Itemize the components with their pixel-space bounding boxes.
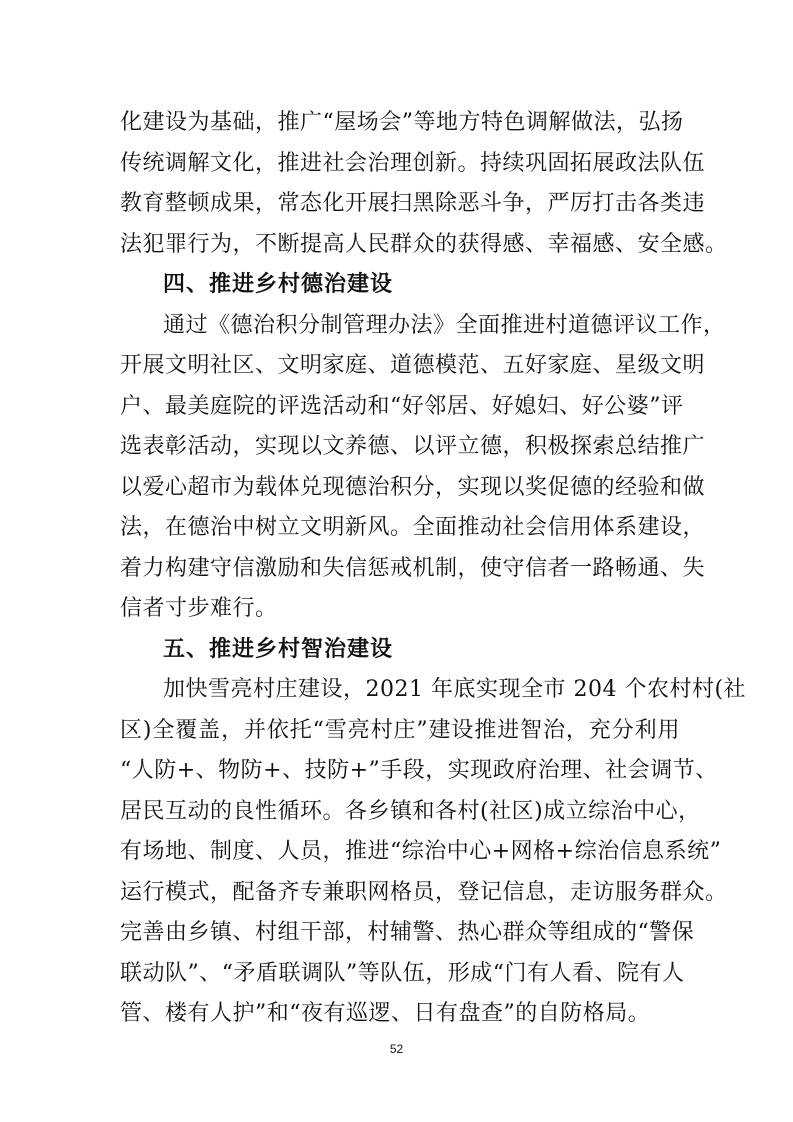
section-4-line-8: 信者寸步难行。 — [120, 596, 278, 621]
section-5-line-5: 有场地、制度、人员，推进“综治中心+网格+综治信息系统” — [120, 839, 722, 864]
paragraph-1-line-1: 化建设为基础，推广“屋场会”等地方特色调解做法，弘扬 — [120, 110, 684, 135]
section-4-line-3: 户、最美庭院的评选活动和“好邻居、好媳妇、好公婆”评 — [120, 394, 684, 419]
paragraph-1-line-2: 传统调解文化，推进社会治理创新。持续巩固拓展政法队伍 — [120, 151, 706, 176]
section-5-line-8: 联动队”、“矛盾联调队”等队伍，形成“门有人看、院有人 — [120, 961, 685, 986]
section-5-line-1: 加快雪亮村庄建设，2021 年底实现全市 204 个农村村(社 — [163, 677, 747, 702]
section-4-heading: 四、推进乡村德治建设 — [163, 272, 394, 297]
section-4-line-2: 开展文明社区、文明家庭、道德模范、五好家庭、星级文明 — [120, 353, 706, 378]
section-5-line-7: 完善由乡镇、村组干部，村辅警、热心群众等组成的“警保 — [120, 920, 695, 945]
section-4-line-6: 法，在德治中树立文明新风。全面推动社会信用体系建设， — [120, 515, 706, 540]
section-4-line-1: 通过《德治积分制管理办法》全面推进村道德评议工作， — [163, 313, 726, 338]
section-4-line-5: 以爱心超市为载体兑现德治积分，实现以奖促德的经验和做 — [120, 475, 706, 500]
section-4-line-4: 选表彰活动，实现以文养德、以评立德，积极探索总结推广 — [120, 434, 706, 459]
paragraph-1-line-4: 法犯罪行为，不断提高人民群众的获得感、幸福感、安全感。 — [120, 232, 728, 257]
section-5-line-3: “人防+、物防+、技防+”手段，实现政府治理、社会调节、 — [120, 758, 718, 783]
section-5-line-4: 居民互动的良性循环。各乡镇和各村(社区)成立综治中心， — [120, 799, 701, 824]
section-5-line-2: 区)全覆盖，并依托“雪亮村庄”建设推进智治，充分利用 — [120, 718, 680, 743]
section-5-line-9: 管、楼有人护”和“夜有巡逻、日有盘查”的自防格局。 — [120, 1001, 651, 1026]
section-4-line-7: 着力构建守信激励和失信惩戒机制，使守信者一路畅通、失 — [120, 556, 706, 581]
section-5-heading: 五、推进乡村智治建设 — [163, 637, 394, 662]
page-number: 52 — [389, 1042, 404, 1056]
paragraph-1-line-3: 教育整顿成果，常态化开展扫黑除恶斗争，严厉打击各类违 — [120, 191, 706, 216]
section-5-line-6: 运行模式，配备齐专兼职网格员，登记信息，走访服务群众。 — [120, 880, 728, 905]
